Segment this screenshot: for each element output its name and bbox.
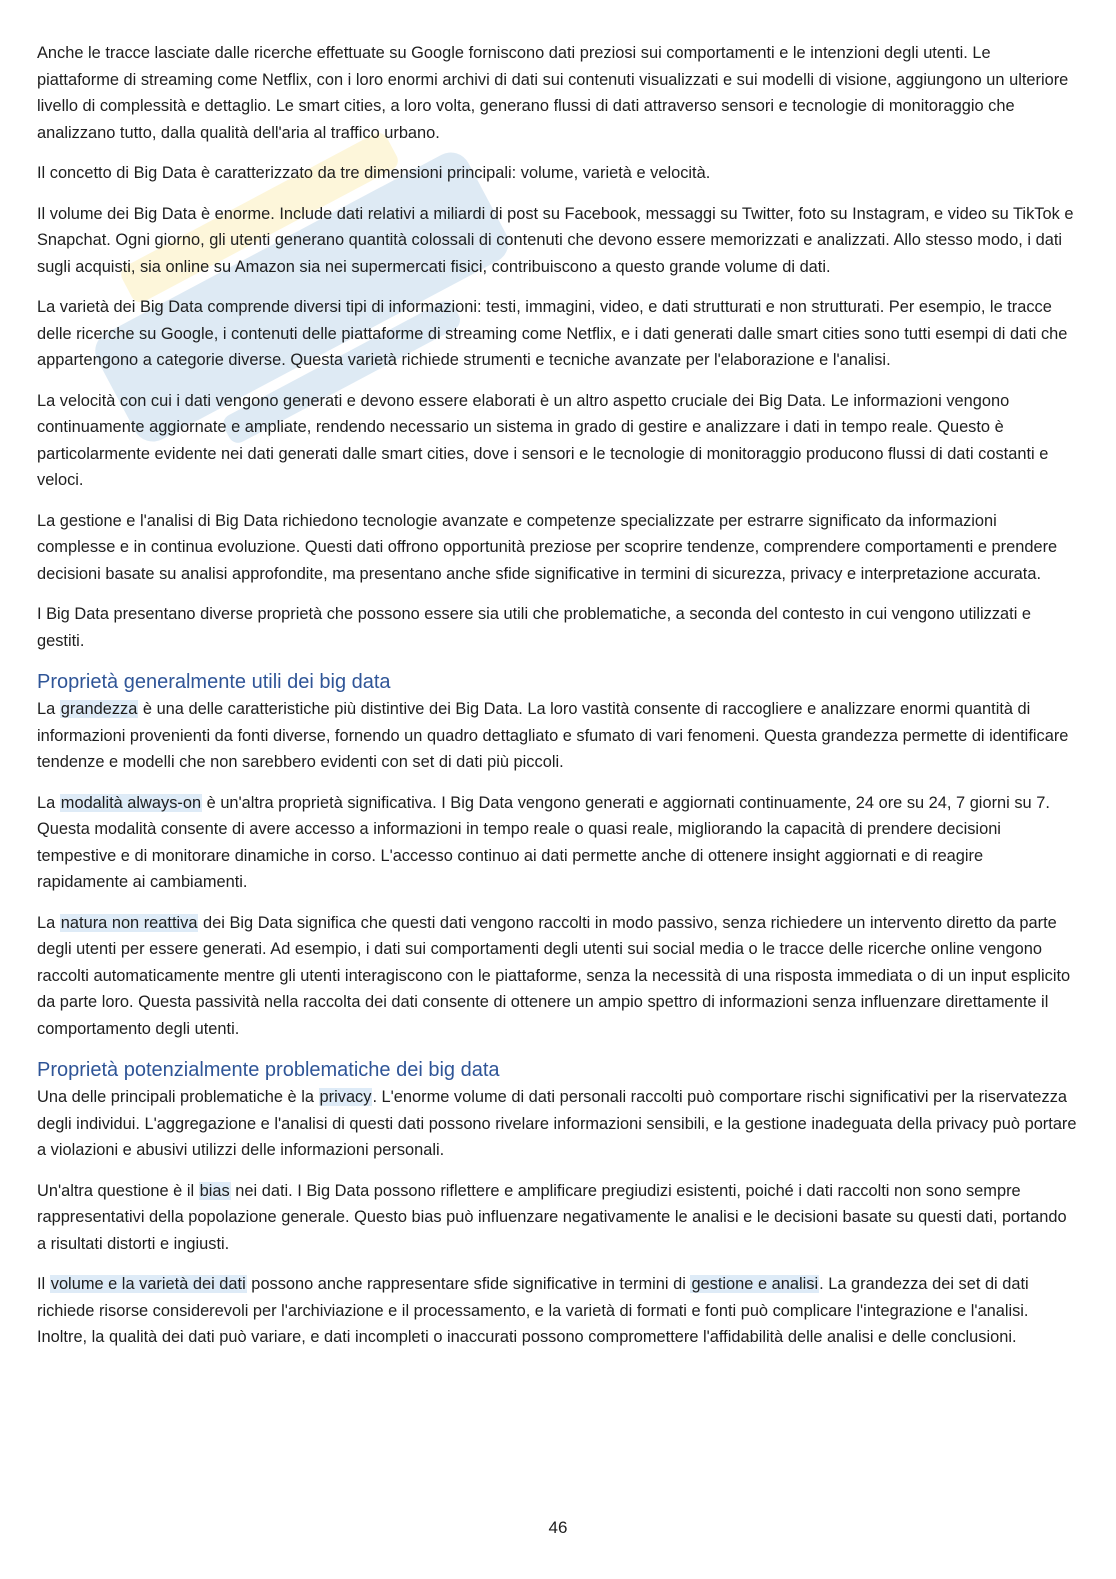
paragraph-volume-varieta: Il volume e la varietà dei dati possono anche rappresentare sfide significative in termini di gestione e analisi. La grandezza dei set di dati richiede risorse considerevoli per l'archiviazione e il processamento, e la varietà di formati e fonti può complicare l'integrazione e l'analisi. Inoltre, la qualità dei dati può variare, e dati incompleti o inaccurati possono compromettere l'affidabilità delle analisi e delle conclusioni.	[37, 1275, 1029, 1346]
highlight-always-on: modalità always-on	[60, 793, 202, 812]
paragraph-always-on: La modalità always-on è un'altra proprietà significativa. I Big Data vengono generati e aggiornati continuamente, 24 ore su 24, 7 giorni su 7. Questa modalità consente di avere accesso a informazioni in tempo reale o quasi reale, migliorando la capacità di prendere decisioni tempestive e di monitorare dinamiche in corso. L'accesso continuo ai dati permette anche di ottenere insight aggiornati e di reagire rapidamente ai cambiamenti.	[37, 793, 1050, 891]
highlight-volume-varieta: volume e la varietà dei dati	[50, 1275, 246, 1293]
paragraph-non-reattiva: La natura non reattiva dei Big Data significa che questi dati vengono raccolti in modo passivo, senza richiedere un intervento diretto da parte degli utenti per essere generati. Ad esempio, i dati sui comportamenti degli utenti sui social media o le tracce delle ricerche online vengono raccolti automaticamente mentre gli utenti interagiscono con le piattaforme, senza la necessità di una risposta immediata o di un input esplicito da parte loro. Questa passività nella raccolta dei dati consente di ottenere un ampio spettro di informazioni senza influenzare direttamente il comportamento degli utenti.	[37, 913, 1071, 1038]
paragraph-bias: Un'altra questione è il bias nei dati. I Big Data possono riflettere e amplificare pregiudizi esistenti, poiché i dati raccolti non sono sempre rappresentativi della popolazione generale. Questo bias può influenzare negativamente le analisi e le decisioni basate su questi dati, portando a risultati distorti e ingiusti.	[37, 1181, 1067, 1253]
paragraph-management: La gestione e l'analisi di Big Data richiedono tecnologie avanzate e competenze specializzate per estrarre significato da informazioni complesse e in continua evoluzione. Questi dati offrono opportunità preziose per scoprire tendenze, comprendere comportamenti e prendere decisioni basate su analisi approfondite, ma presentano anche sfide significative in termini di sicurezza, privacy e interpretazione accurata.	[37, 511, 1058, 583]
highlight-non-reattiva: natura non reattiva	[60, 913, 198, 932]
heading-problematic-properties: Proprietà potenzialmente problematiche dei big data	[37, 1059, 500, 1081]
paragraph-google-netflix: Anche le tracce lasciate dalle ricerche effettuate su Google forniscono dati preziosi sui comportamenti e le intenzioni degli utenti. Le piattaforme di streaming come Netflix, con i loro enormi archivi di dati sui contenuti visualizzati e sui modelli di visione, aggiungono un ulteriore livello di complessità e dettaglio. Le smart cities, a loro volta, generano flussi di dati attraverso sensori e tecnologie di monitoraggio che analizzano tutto, dalla qualità dell'aria al traffico urbano.	[37, 44, 1069, 142]
heading-useful-properties: Proprietà generalmente utili dei big data	[37, 671, 391, 693]
highlight-privacy: privacy	[319, 1088, 372, 1106]
paragraph-volume: Il volume dei Big Data è enorme. Include dati relativi a miliardi di post su Facebook, messaggi su Twitter, foto su Instagram, e video su TikTok e Snapchat. Ogni giorno, gli utenti generano quantità colossali di contenuti che devono essere memorizzati e analizzati. Allo stesso modo, i dati sugli acquisti, sia online su Amazon sia nei supermercati fisici, contribuiscono a questo grande volume di dati.	[37, 204, 1074, 276]
highlight-grandezza: grandezza	[60, 700, 138, 718]
paragraph-properties-intro: I Big Data presentano diverse proprietà che possono essere sia utili che problematiche, a seconda del contesto in cui vengono utilizzati e gestiti.	[37, 605, 1032, 650]
page-number: 46	[548, 1518, 568, 1537]
highlight-bias: bias	[199, 1181, 230, 1200]
paragraph-velocity: La velocità con cui i dati vengono generati e devono essere elaborati è un altro aspetto cruciale dei Big Data. Le informazioni vengono continuamente aggiornate e ampliate, rendendo necessario un sistema in grado di gestire e analizzare i dati in tempo reale. Questo è particolarmente evidente nei dati generati dalle smart cities, dove i sensori e le tecnologie di monitoraggio producono flussi di dati costanti e veloci.	[37, 391, 1049, 489]
paragraph-privacy: Una delle principali problematiche è la privacy. L'enorme volume di dati personali raccolti può comportare rischi significativi per la riservatezza degli individui. L'aggregazione e l'analisi di questi dati possono rivelare informazioni sensibili, e la gestione inadeguata della privacy può portare a violazioni e abusivi utilizzi delle informazioni personali.	[37, 1088, 1077, 1159]
document-page	[37, 40, 1077, 1365]
highlight-gestione-analisi: gestione e analisi	[691, 1275, 819, 1293]
paragraph-grandezza: La grandezza è una delle caratteristiche più distintive dei Big Data. La loro vastità consente di raccogliere e analizzare enormi quantità di informazioni provenienti da fonti diverse, fornendo un quadro dettagliato e sfumato di vari fenomeni. Questa grandezza permette di identificare tendenze e modelli che non sarebbero evidenti con set di dati più piccoli.	[37, 700, 1069, 771]
paragraph-variety: La varietà dei Big Data comprende diversi tipi di informazioni: testi, immagini, video, e dati strutturati e non strutturati. Per esempio, le tracce delle ricerche su Google, i contenuti delle piattaforme di streaming come Netflix, e i dati generati dalle smart cities sono tutti esempi di dati che appartengono a categorie diverse. Questa varietà richiede strumenti e tecniche avanzate per l'elaborazione e l'analisi.	[37, 298, 1068, 369]
paragraph-three-dimensions: Il concetto di Big Data è caratterizzato da tre dimensioni principali: volume, varietà e velocità.	[37, 164, 711, 182]
